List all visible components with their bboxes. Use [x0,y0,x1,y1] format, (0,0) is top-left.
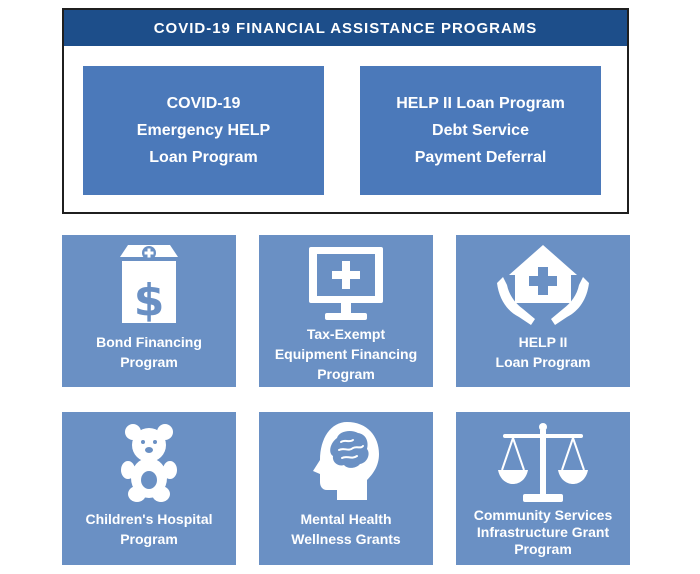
tile-label [62,332,236,372]
tile-label-line: Program [120,531,178,547]
tile-label-line: Mental Health [300,511,392,527]
teddy-bear-icon [62,418,236,510]
covid-emergency-help-loan-program[interactable] [83,66,324,195]
tile-label-line: Children's Hospital [85,511,213,527]
tile-label-line: Community Services [473,507,613,523]
tile-label [456,507,630,558]
childrens-hospital-program-tile[interactable] [62,412,236,565]
covid-box-line: COVID-19 [166,95,241,112]
tile-label-line: Program [120,354,178,370]
covid-programs-panel [62,8,629,214]
tile-label [259,509,433,549]
medical-monitor-icon [259,241,433,333]
tile-label-line: Infrastructure Grant [476,524,610,540]
covid-box-line: Debt Service [432,122,529,139]
tile-label-line: Equipment Financing [274,346,418,362]
tile-label-line: Wellness Grants [291,531,401,547]
tax-exempt-equipment-financing-tile[interactable] [259,235,433,387]
hospital-dollar-icon [62,241,236,333]
mental-health-wellness-grants-tile[interactable] [259,412,433,565]
covid-box-line: Payment Deferral [414,149,547,166]
tile-label [259,324,433,384]
hands-house-icon [456,241,630,333]
brain-head-icon [259,418,433,510]
tile-label [456,332,630,372]
community-services-infrastructure-grant-tile[interactable] [456,412,630,565]
tile-label-line: Loan Program [495,354,591,370]
tile-label-line: Bond Financing [96,334,202,350]
covid-box-line: Emergency HELP [136,122,271,139]
covid-box-line: Loan Program [149,149,258,166]
tile-label [62,509,236,549]
bond-financing-program-tile[interactable] [62,235,236,387]
svg-text:$: $ [133,275,165,326]
scales-icon [456,418,630,510]
covid-programs-header: COVID-19 FINANCIAL ASSISTANCE PROGRAMS [64,10,627,46]
help-ii-loan-program-tile[interactable] [456,235,630,387]
covid-box-line: HELP II Loan Program [396,95,565,112]
tile-label-line: Tax-Exempt [306,326,386,342]
tile-label-line: Program [514,541,572,557]
tile-label-line: HELP II [518,334,568,350]
help-ii-debt-service-deferral[interactable] [360,66,601,195]
tile-label-line: Program [317,366,375,382]
